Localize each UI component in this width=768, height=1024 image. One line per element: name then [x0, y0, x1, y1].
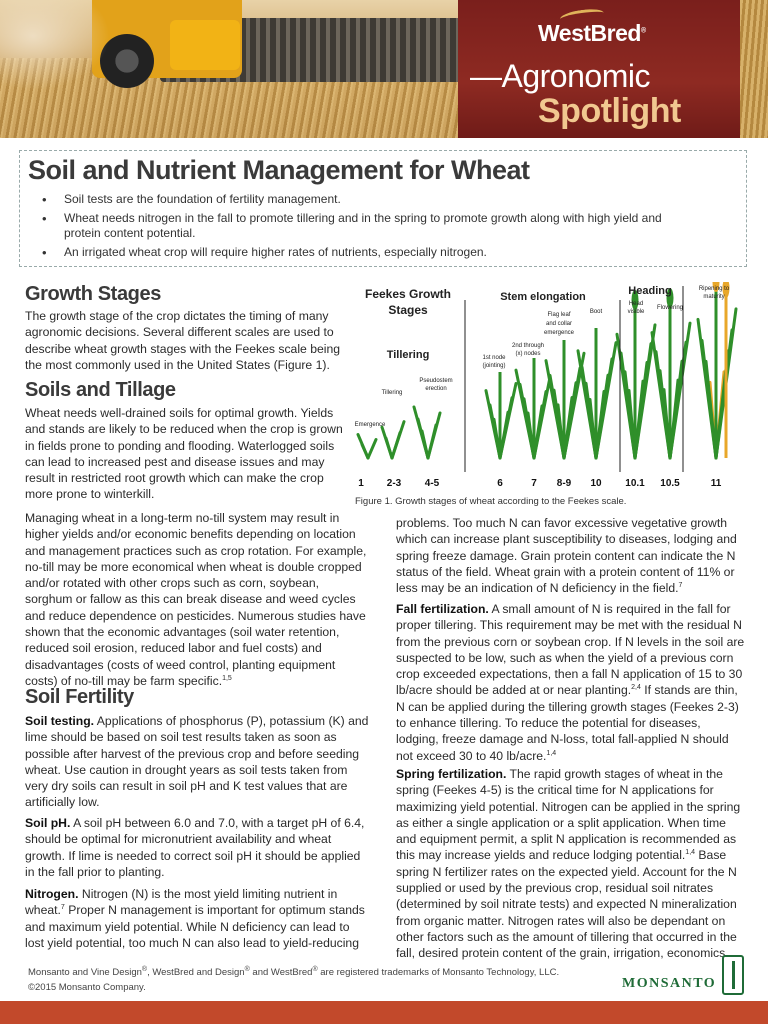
fall-fertilization-paragraph [396, 601, 746, 764]
citation-ref: 1,4 [685, 849, 696, 857]
stage-label-erection: erection [425, 386, 447, 392]
stage-label-tillering: Tillering [381, 390, 403, 396]
wheat-plant-stage-7 [578, 328, 616, 458]
header-title-spotlight: Spotlight [538, 92, 681, 130]
bottom-color-bar [0, 1001, 768, 1024]
stage-label-flowering: Flowering [656, 305, 684, 311]
wheat-plant-stage-1 [358, 435, 376, 459]
feekes-stage-number: 8-9 [556, 478, 572, 489]
trademark-text: and WestBred [249, 967, 313, 978]
stage-label-jointing: (jointing) [482, 363, 506, 369]
stage-label-flag-leaf: Flag leaf [547, 312, 571, 318]
feekes-stage-number: 4-5 [424, 478, 440, 489]
stage-label-visible: visible [627, 309, 645, 315]
spring-fertilization-text-b: Base spring N fertilizer rates on the expected yield. Account for the N supplied or used by the previous crop, residual soil nitrates (determined by soil nitrate tests) and expected N mineralization from organic matter. Nitrogen rates will also be dependant on other factors such as the amount of tillering that occurred in the fall, desired protein content of the grain, irrigation, economics [396, 848, 737, 961]
nitrogen-text-a: Nitrogen (N) is the most yield limiting nutrient in wheat. [25, 887, 338, 918]
feekes-stage-number: 6 [497, 478, 503, 489]
copyright-text: ©2015 Monsanto Company. [28, 982, 146, 993]
combine-cab-image [170, 20, 240, 70]
bullet-item: • An irrigated wheat crop will require higher rates of nutrients, especially nitrogen. [52, 245, 692, 260]
spring-fertilization-text-a: The rapid growth stages of wheat in the spring (Feekes 4-5) is the critical time for N applications for maximizing yield potential. Nitrogen can be applied in the spring as either a single application or a split application. When time and equipment permit, a split N application is recommended as this may increase yields and reduce lodging potential. [396, 767, 741, 863]
trademark-text: , WestBred and Design [147, 967, 245, 978]
stage-label-maturity: maturity [703, 294, 725, 300]
feekes-stage-number: 11 [710, 478, 722, 489]
wheat-plant-stage-3 [414, 407, 440, 458]
stage-label-head: Head [628, 301, 644, 307]
soil-ph-text: A soil pH between 6.0 and 7.0, with a target pH of 6.4, should be optimal for micronutrient availability and wheat growth. If lime is needed to correct soil pH it should be applied in the fall prior to planting. [25, 816, 365, 879]
stage-label-boot: Boot [589, 309, 603, 315]
figure-title-line2: Stages [388, 303, 428, 317]
wheat-plant-stage-9 [652, 288, 690, 458]
soil-testing-paragraph [25, 713, 369, 811]
reg-mark: ® [141, 965, 148, 973]
wheat-plant-stage-10 [698, 282, 736, 458]
heading-soil-fertility: Soil Fertility [25, 686, 134, 708]
feekes-growth-stages-figure [352, 282, 754, 490]
stage-label-ripening: Ripening to [698, 286, 730, 292]
trademark-text: are registered trademarks of Monsanto Technology, LLC. [317, 967, 560, 978]
figure-title-line1: Feekes Growth [364, 287, 452, 301]
westbred-logo [538, 20, 646, 47]
heading-soils-tillage: Soils and Tillage [25, 379, 176, 401]
feekes-stage-number: 2-3 [386, 478, 402, 489]
group-label-stem-elongation: Stem elongation [500, 291, 586, 303]
nitrogen-label: Nitrogen. [25, 887, 79, 901]
stage-label-2nd-node: 2nd through [511, 343, 545, 349]
feekes-stage-number: 10 [590, 478, 602, 489]
feekes-stage-number: 1 [358, 478, 364, 489]
stage-label-emergence-flag: emergence [543, 330, 575, 336]
page-title: Soil and Nutrient Management for Wheat [28, 155, 530, 185]
header-title-agronomic: —Agronomic [470, 58, 650, 94]
figure-caption: Figure 1. Growth stages of wheat according to the Feekes scale. [355, 496, 627, 507]
nitrogen-text-b: Proper N management is important for optimum stands and maximum yield potential. While N deficiency can lead to lost yield potential, too much N can also lead to yield-reducing [25, 903, 365, 950]
spring-fertilization-label: Spring fertilization. [396, 767, 507, 781]
heading-growth-stages: Growth Stages [25, 283, 161, 305]
citation-ref: 1,4 [546, 749, 557, 757]
soils-tillage-text-1: Wheat needs well-drained soils for optimal growth. Yields and stands are likely to be reduced when the crop is grown in fields prone to ponding and flooding. Waterlogged soils can lead to increased pest and disease issues and may result in restricted root growth which can make the crop more prone to winterkill. [25, 406, 343, 502]
wheat-edge-image [740, 0, 768, 138]
stage-label-1st-node: 1st node [482, 355, 506, 361]
bullet-item: • Soil tests are the foundation of fertility management. [52, 192, 692, 207]
feekes-stage-number: 10.5 [660, 478, 680, 489]
stage-label-collar: and collar [545, 321, 573, 327]
reg-mark: ® [244, 965, 250, 973]
stage-label-pseudostem: Pseudostem [419, 378, 453, 384]
fall-fertilization-label: Fall fertilization. [396, 602, 489, 616]
soils-tillage-text-2 [25, 510, 369, 689]
feekes-stage-number: 7 [531, 478, 537, 489]
monsanto-vine-icon [722, 955, 744, 995]
nitrogen-continued-paragraph [396, 515, 746, 596]
bullet-item: • Wheat needs nitrogen in the fall to promote tillering and in the spring to promote growth along with high yield and protein content potential. [52, 211, 692, 241]
wheat-plant-stage-8 [617, 290, 655, 458]
citation-ref: 2,4 [631, 684, 641, 692]
monsanto-logo: MONSANTO [622, 976, 717, 991]
group-label-tillering: Tillering [386, 349, 430, 361]
trademark-text: Monsanto and Vine Design [28, 967, 142, 978]
spring-fertilization-paragraph [396, 766, 746, 962]
header-banner [0, 0, 768, 138]
citation-ref: 7 [678, 582, 683, 590]
soil-testing-text: Applications of phosphorus (P), potassium (K) and lime should be based on soil test results taken as soon as possible after harvest of the previous crop and before seeding wheat. Use caution in drought years as soil tests taken from very dry soils can result in soil pH and K test values that are artificially low. [25, 714, 369, 810]
brand-name: WestBred [538, 20, 641, 46]
nitrogen-paragraph [25, 886, 369, 951]
stage-label-x-nodes: (x) nodes [515, 351, 541, 357]
wheat-plant-stage-4 [486, 372, 516, 458]
soil-ph-label: Soil pH. [25, 816, 71, 830]
soil-ph-paragraph [25, 815, 369, 880]
feekes-diagram [352, 282, 754, 490]
growth-stages-text: The growth stage of the crop dictates the timing of many agronomic decisions. Several different scales are used to describe wheat growth stages with the Feekes scale being the most commonly used in the United States (Figure 1). [25, 309, 341, 372]
fall-fertilization-text-b: If stands are thin, N can be applied during the tillering growth stages (Feekes 2-3) to enhance tillering. To reduce the potential for diseases, lodging, freeze damage and N-loss, total fall-applied N should not exceed 30 to 40 lb/acre. [396, 683, 739, 763]
group-label-heading: Heading [628, 285, 672, 297]
soil-testing-label: Soil testing. [25, 714, 95, 728]
nitrogen-continued-text: problems. Too much N can favor excessive vegetative growth which can increase plant susceptibility to diseases, lodging and spring freeze damage. Grain protein content can indicate the N status of the field. Wheat grain with a protein content of 11% or less may be an indication of N deficiency in the field. [396, 516, 737, 596]
brand-reg-mark: ® [640, 27, 646, 35]
citation-ref: 7 [60, 904, 65, 912]
feekes-stage-number: 10.1 [625, 478, 645, 489]
soils-tillage-text-2-body: Managing wheat in a long-term no-till system may result in higher yields and/or economic benefits depending on location and management practices such as crop rotation. For example, no-till may be more economical when wheat is double cropped and/or rotated with other crops such as corn, soybean, sorghum or fallow as this can break disease and weed cycles and reduce dependence on pesticides. Numerous studies have shown that the economic advantages (soil water retention, reduced soil erosion, reduced labor and fuel costs) and disadvantages (costs of weed control, planting equipment costs) of no-till may be farm specific. [25, 511, 367, 688]
citation-ref: 1,5 [222, 674, 232, 682]
trademark-notice [28, 965, 559, 995]
summary-box [19, 150, 747, 267]
fall-fertilization-text-a: A small amount of N is required in the fall for proper tillering. This requirement may be met with the residual N from the previous corn or soybean crop. If N levels in the soil are suspected to be low, such as when the yield of a previous corn crop exceeded expectations, then a fall N application of 15 to 30 lb/acre should be added at or near planting. [396, 602, 745, 698]
stage-label-emergence: Emergence [354, 422, 386, 428]
dust-cloud-image [0, 0, 110, 90]
wheat-plant-stage-5 [516, 358, 550, 458]
summary-bullets [52, 192, 738, 260]
reg-mark: ® [312, 965, 318, 973]
